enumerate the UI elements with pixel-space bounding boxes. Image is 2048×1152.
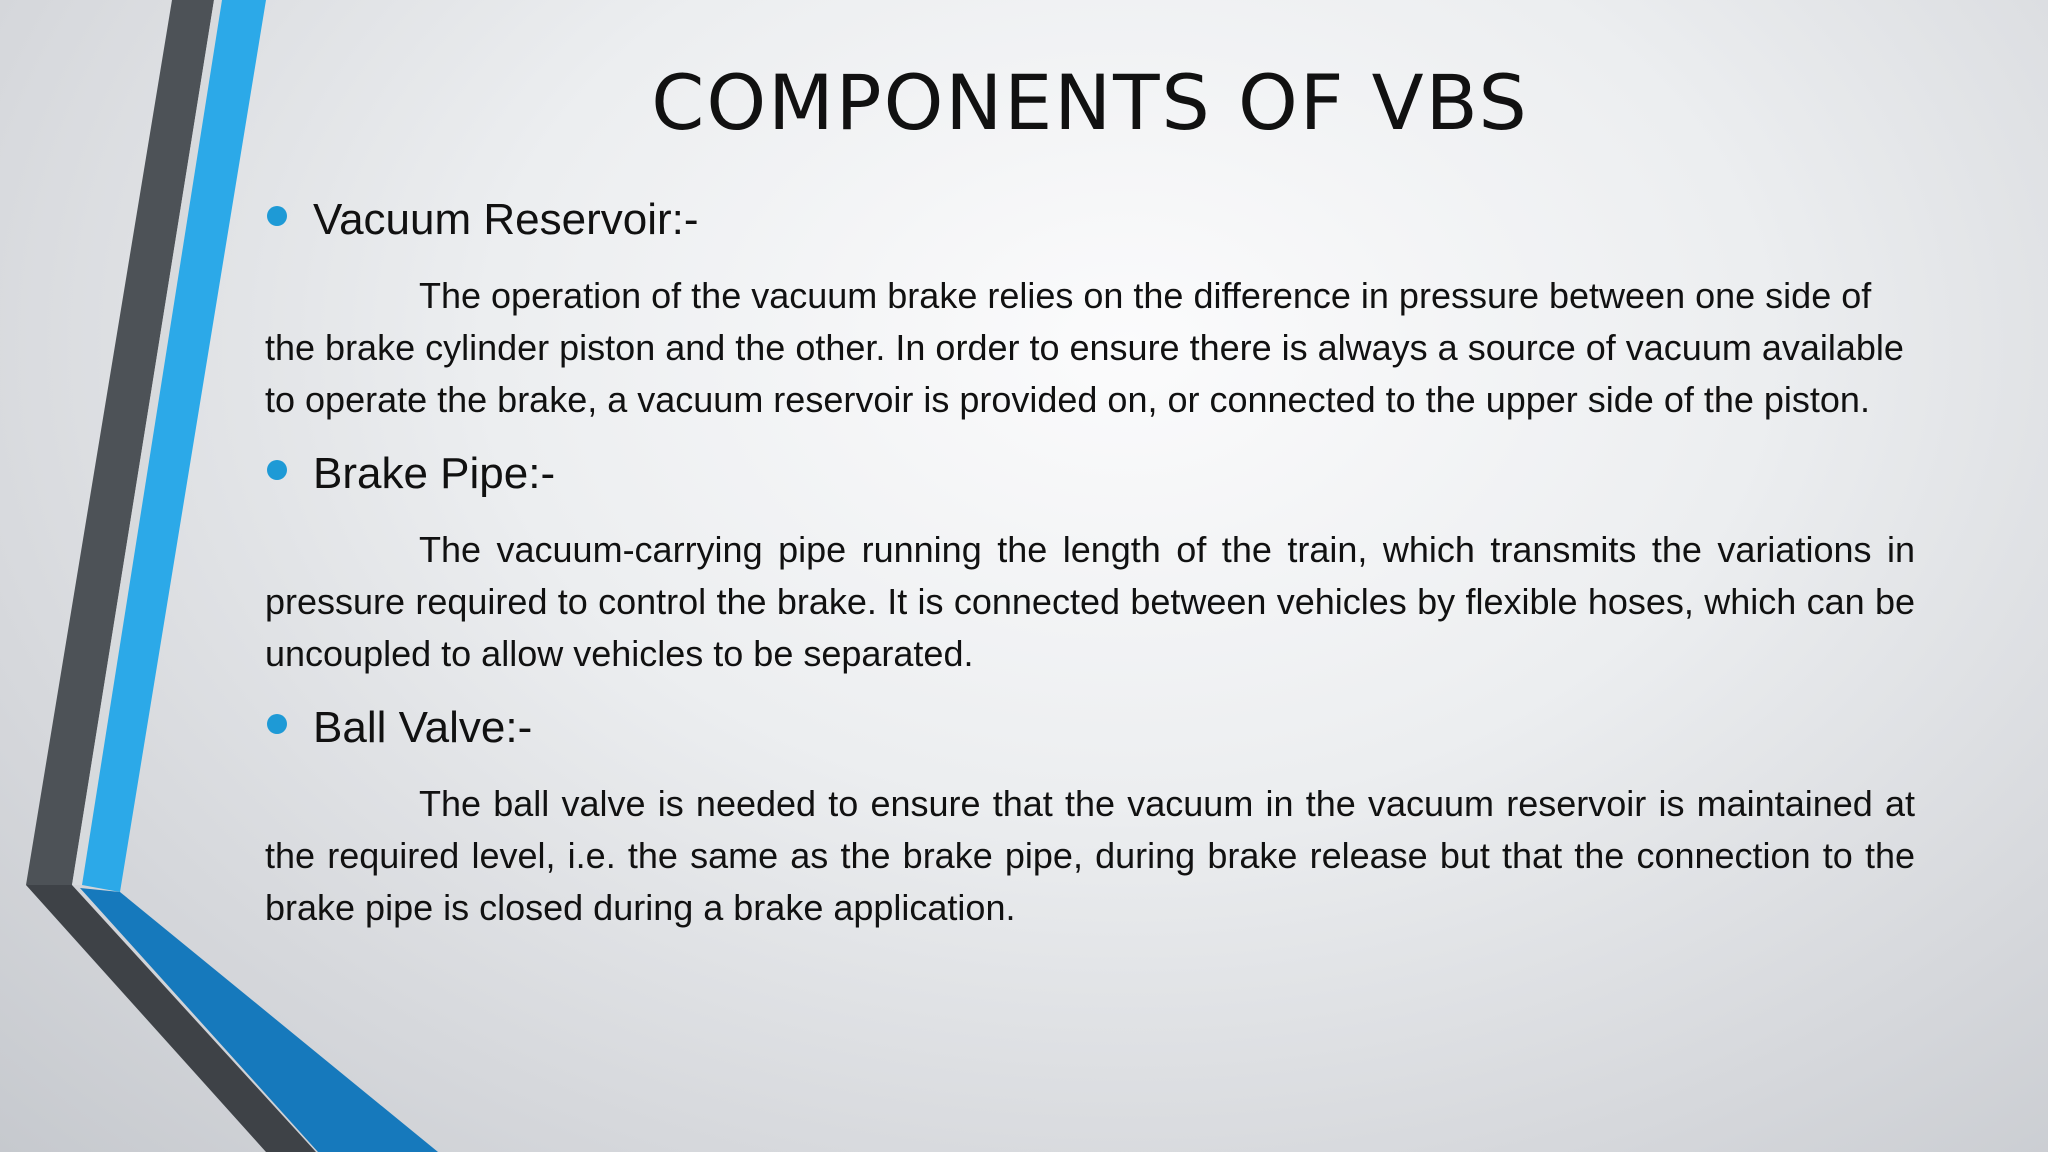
bullet-heading-vacuum-reservoir bbox=[265, 190, 1915, 250]
paragraph-brake-pipe: The vacuum-carrying pipe running the length of the train, which transmits the variations in pressure required to control the brake. It is connected between vehicles by flexible hoses, which can be uncoupled to allow vehicles to be separated. bbox=[265, 529, 1915, 674]
stripe-light-separator bbox=[72, 0, 222, 885]
bullet-heading-ball-valve bbox=[265, 698, 1915, 758]
heading-text: Brake Pipe:- bbox=[313, 449, 556, 498]
paragraph-vacuum-reservoir: The operation of the vacuum brake relies on the difference in pressure between one side of the brake cylinder piston and the other. In order to ensure there is always a source of vacuum available to operate the brake, a vacuum reservoir is provided on, or connected to the upper side of the piston. bbox=[265, 275, 1904, 420]
paragraph-ball-valve: The ball valve is needed to ensure that the vacuum in the vacuum reservoir is maintained at the required level, i.e. the same as the brake pipe, during brake release but that the connection to the brake pipe is closed during a brake application. bbox=[265, 783, 1915, 928]
slide-title: COMPONENTS OF VBS bbox=[651, 58, 1529, 147]
bullet-dot-icon bbox=[267, 206, 287, 226]
heading-text: Ball Valve:- bbox=[313, 703, 533, 752]
bullet-heading-brake-pipe bbox=[265, 444, 1915, 504]
bullet-dot-icon bbox=[267, 460, 287, 480]
bullet-dot-icon bbox=[267, 714, 287, 734]
heading-text: Vacuum Reservoir:- bbox=[313, 195, 699, 244]
slide-content bbox=[265, 190, 1915, 952]
